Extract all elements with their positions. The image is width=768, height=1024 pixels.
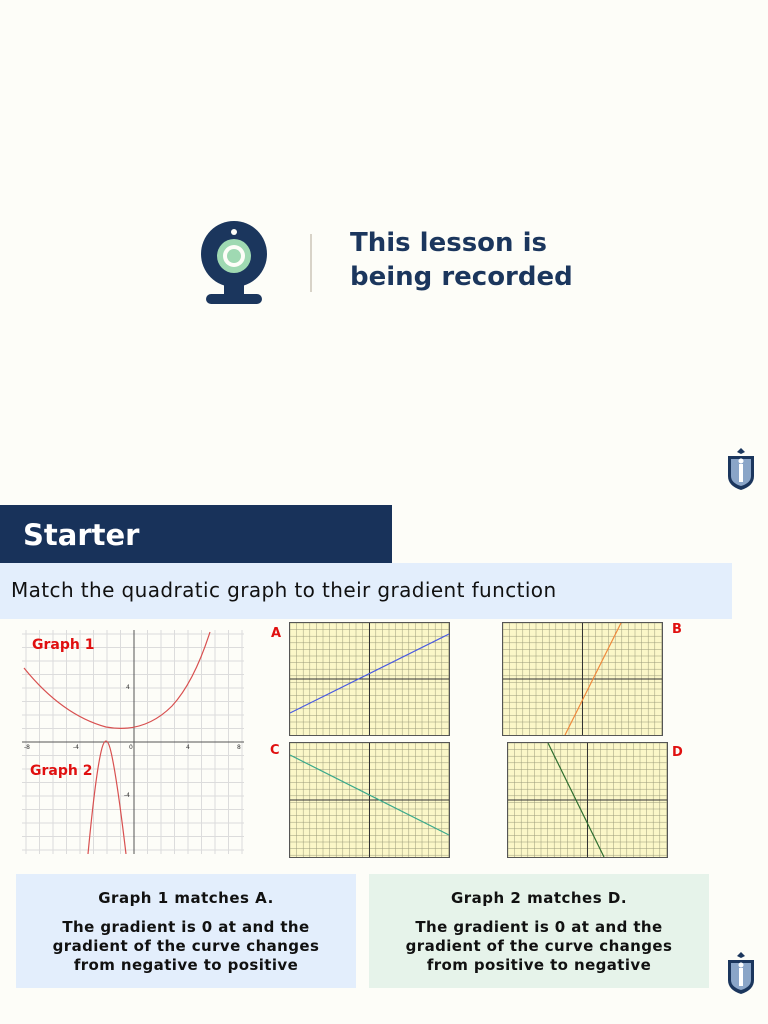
gradient-graph-b[interactable]: [502, 622, 663, 736]
option-d-label: D: [672, 745, 683, 760]
answer-explanation: The gradient is 0 at and the gradient of the curve changes from positive to negative: [405, 918, 673, 974]
x-tick-label: -4: [73, 744, 79, 751]
school-crest-icon: [725, 448, 757, 490]
answer-graph2: [369, 874, 709, 988]
webcam-icon: [198, 220, 270, 306]
quadratic-graph: [22, 630, 244, 854]
option-b-label: B: [672, 622, 682, 637]
y-tick-label: -4: [124, 792, 130, 799]
answer-heading: Graph 1 matches A.: [98, 889, 274, 907]
x-tick-label: 4: [186, 744, 190, 751]
graph2-label: Graph 2: [30, 763, 93, 779]
starter-title: Starter: [23, 518, 140, 552]
gradient-graph-d[interactable]: [507, 742, 668, 858]
answer-heading: Graph 2 matches D.: [450, 889, 628, 907]
prompt-text: Match the quadratic graph to their gradient function: [11, 578, 557, 602]
x-tick-label: 0: [129, 744, 133, 751]
option-c-label: C: [270, 743, 280, 758]
x-tick-label: -8: [24, 744, 30, 751]
x-tick-label: 8: [237, 744, 241, 751]
gradient-graph-a[interactable]: [289, 622, 450, 736]
option-a-label: A: [271, 626, 282, 641]
answer-explanation: The gradient is 0 at and the gradient of the curve changes from negative to positive: [52, 918, 320, 974]
answer-graph1: [16, 874, 356, 988]
graph1-label: Graph 1: [32, 637, 95, 653]
y-tick-label: 4: [126, 684, 130, 691]
school-crest-icon: [725, 952, 757, 994]
recording-notice: This lesson is being recorded: [350, 228, 573, 292]
gradient-graph-c[interactable]: [289, 742, 450, 858]
recording-divider: [310, 234, 312, 292]
